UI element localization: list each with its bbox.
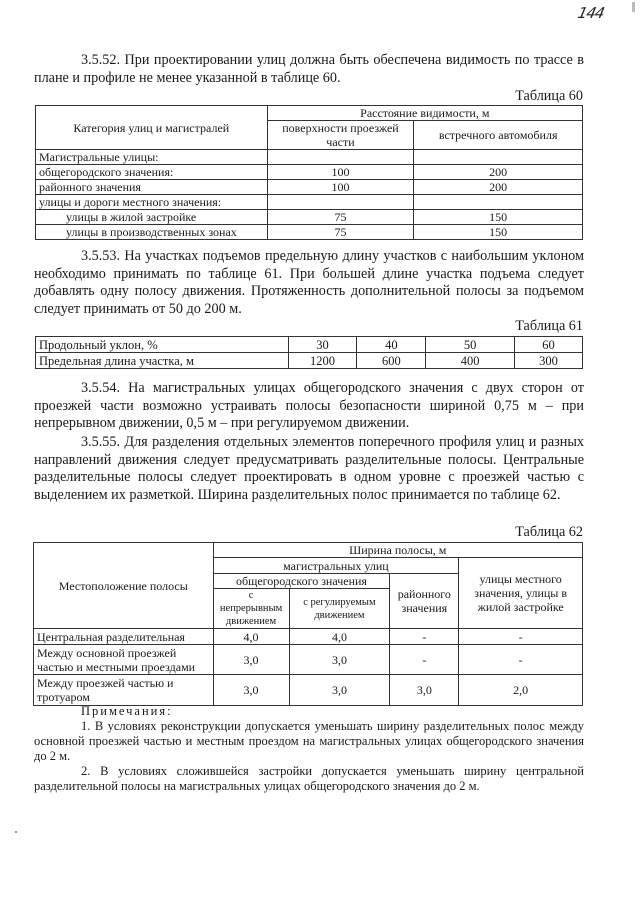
- section-3-5-52: [34, 52, 584, 87]
- table62-cell: 3,0: [213, 675, 289, 706]
- table60-cell: улицы в производственных зонах: [36, 225, 268, 240]
- note-item-text: 2. В условиях сложившейся застройки допускается уменьшать ширину центральной разделительной полосы на магистральных улицах общегородского значения до 2 м.: [34, 764, 584, 793]
- page-number: 144: [576, 4, 606, 22]
- table62-cell: -: [459, 645, 583, 675]
- table62-cell: 4,0: [213, 629, 289, 645]
- table60-cell: 100: [267, 165, 414, 180]
- table62-header-district: районного значения: [390, 574, 459, 629]
- section-3-5-53-text: 3.5.53. На участках подъемов предельную длину участков с наибольшим уклоном необходимо принимать по таблице 61. При большей длине участка подъема следует добавлять одну полосу движения. Протяженность дополнительной полосы за подъемом следует принимать от 50 до 200 м.: [34, 248, 584, 317]
- table-row: [36, 180, 583, 195]
- section-3-5-53: [34, 248, 584, 318]
- table60-cell: [267, 195, 414, 210]
- table60-cell: 100: [267, 180, 414, 195]
- table62-cell: 4,0: [289, 629, 390, 645]
- table61-cell: 30: [288, 337, 357, 353]
- table62-header-regulated: с регулируемым движением: [289, 589, 390, 629]
- table61-cell: 300: [515, 353, 583, 369]
- table60-cell: 200: [414, 180, 583, 195]
- table62-caption: Таблица 62: [515, 524, 583, 540]
- note-item-text: 1. В условиях реконструкции допускается уменьшать ширину разделительных полос между основной проезжей частью и местным проездом на магистральных улицах общегородского значения до 2 м.: [34, 719, 584, 763]
- table61-cell: 400: [426, 353, 515, 369]
- table60-cell: [414, 195, 583, 210]
- table62-cell: 3,0: [289, 645, 390, 675]
- table62-header-width-group: Ширина полосы, м: [213, 543, 582, 558]
- table60-cell: [414, 150, 583, 165]
- table60-cell: 75: [267, 225, 414, 240]
- table62-cell: 2,0: [459, 675, 583, 706]
- table60: [35, 105, 583, 240]
- table-row: [36, 195, 583, 210]
- table60-caption: Таблица 60: [515, 88, 583, 104]
- table62-cell: 3,0: [390, 675, 459, 706]
- table62-cell: Между проезжей частью и тротуаром: [34, 675, 214, 706]
- table60-header-oncoming: встречного автомобиля: [414, 121, 583, 150]
- table62: [33, 542, 583, 706]
- table61-label: Предельная длина участка, м: [36, 353, 289, 369]
- table-row: [34, 629, 583, 645]
- table62-cell: -: [390, 629, 459, 645]
- section-3-5-54: [34, 380, 584, 433]
- section-3-5-54-text: 3.5.54. На магистральных улицах общегородского значения с двух сторон от проезжей части возможно устраивать полосы безопасности шириной 0,75 м – при непрерывном движении, 0,5 м – при регулируемом движении.: [34, 380, 584, 431]
- table60-header-category: Категория улиц и магистралей: [36, 106, 268, 150]
- table61-caption: Таблица 61: [515, 318, 583, 334]
- note-item: [34, 719, 584, 764]
- table60-header-surface: поверхности проезжей части: [267, 121, 414, 150]
- table60-cell: 200: [414, 165, 583, 180]
- table60-cell: общегородского значения:: [36, 165, 268, 180]
- notes-title: Примечания:: [81, 704, 173, 718]
- table-row: [36, 165, 583, 180]
- table-row: [36, 337, 583, 353]
- table62-cell: Между основной проезжей частью и местными проездами: [34, 645, 214, 675]
- table62-header-continuous: с непрерывным движением: [213, 589, 289, 629]
- table61-cell: 60: [515, 337, 583, 353]
- table60-cell: 75: [267, 210, 414, 225]
- table62-cell: 3,0: [213, 645, 289, 675]
- table-row: [36, 150, 583, 165]
- note-item: [34, 764, 584, 794]
- table62-header-location: Местоположение полосы: [34, 543, 214, 629]
- scan-speck: [15, 831, 17, 833]
- table62-cell: Центральная разделительная: [34, 629, 214, 645]
- table-row: [34, 675, 583, 706]
- table60-cell: Магистральные улицы:: [36, 150, 268, 165]
- table-row: [36, 225, 583, 240]
- table61-label: Продольный уклон, %: [36, 337, 289, 353]
- table60-cell: 150: [414, 210, 583, 225]
- table61: [35, 336, 583, 369]
- table62-header-arterial: магистральных улиц: [213, 558, 459, 574]
- table60-header-group: Расстояние видимости, м: [267, 106, 582, 121]
- table62-cell: 3,0: [289, 675, 390, 706]
- table-row: [34, 645, 583, 675]
- section-3-5-55-text: 3.5.55. Для разделения отдельных элементов поперечного профиля улиц и разных направлений движения следует предусматривать разделительные полосы. Центральные разделительные полосы следует проектировать в одном уровне с проезжей частью с выделением их разметкой. Ширина разделительных полос принимается по таблице 62.: [34, 434, 584, 503]
- table61-cell: 50: [426, 337, 515, 353]
- scan-edge-mark: [632, 2, 635, 12]
- section-3-5-55: [34, 434, 584, 504]
- table-row: [36, 210, 583, 225]
- table61-cell: 40: [357, 337, 426, 353]
- table62-cell: -: [390, 645, 459, 675]
- table60-cell: улицы в жилой застройке: [36, 210, 268, 225]
- table62-cell: -: [459, 629, 583, 645]
- table60-cell: районного значения: [36, 180, 268, 195]
- table60-cell: 150: [414, 225, 583, 240]
- section-3-5-52-text: 3.5.52. При проектировании улиц должна быть обеспечена видимость по трассе в плане и профиле не менее указанной в таблице 60.: [34, 52, 584, 86]
- table60-cell: [267, 150, 414, 165]
- table61-cell: 600: [357, 353, 426, 369]
- notes: [34, 704, 584, 794]
- table62-header-local: улицы местного значения, улицы в жилой застройке: [459, 558, 583, 629]
- table60-cell: улицы и дороги местного значения:: [36, 195, 268, 210]
- table-row: [36, 353, 583, 369]
- table61-cell: 1200: [288, 353, 357, 369]
- table62-header-citywide: общегородского значения: [213, 574, 390, 589]
